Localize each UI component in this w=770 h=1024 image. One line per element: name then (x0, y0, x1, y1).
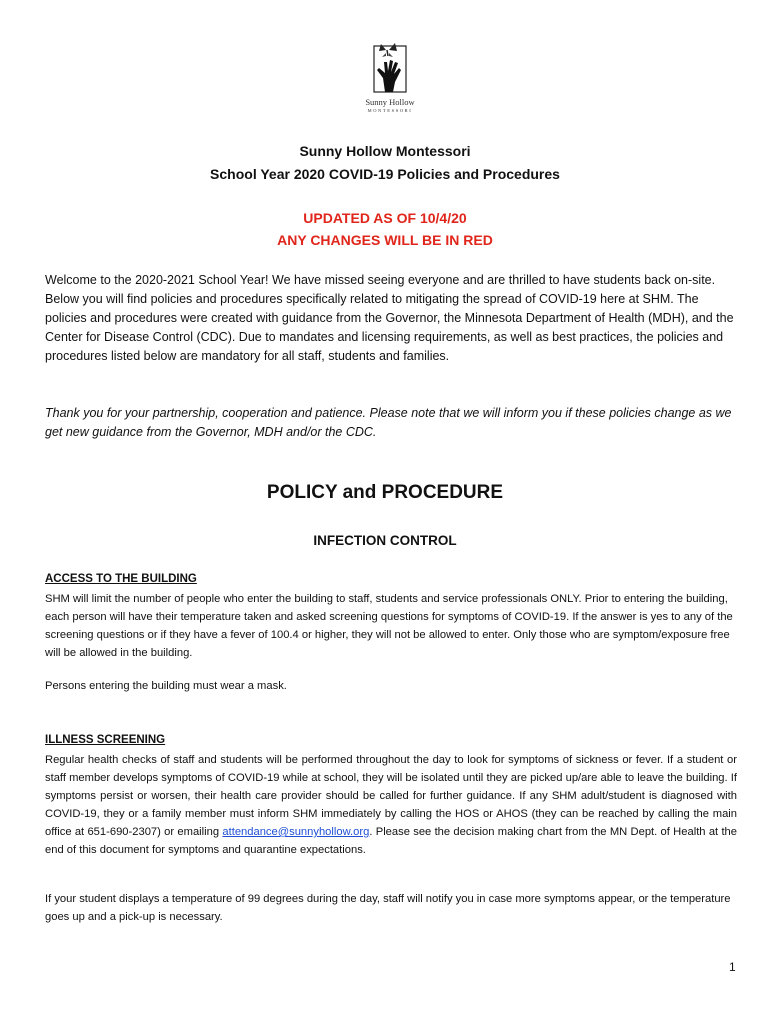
document-subtitle: School Year 2020 COVID-19 Policies and Procedures (210, 166, 560, 182)
changes-notice: ANY CHANGES WILL BE IN RED (277, 232, 493, 248)
access-paragraph: SHM will limit the number of people who enter the building to staff, students and service professionals ONLY. Prior to entering the building, each person will have their temperature taken and asked screening questions for symptoms of COVID-19. If the answer is yes to any of the screening questions or if they have a fever of 100.4 or higher, they will not be allowed to enter. Only those who are symptom/exposure free will be allowed in the building. (45, 593, 733, 659)
illness-heading: ILLNESS SCREENING (45, 734, 166, 746)
section-heading: INFECTION CONTROL (313, 533, 457, 548)
illness-paragraph (45, 751, 737, 859)
temperature-paragraph: If your student displays a temperature of 99 degrees during the day, staff will notify you in case more symptoms appear, or the temperature goes up and a pick-up is necessary. (45, 893, 731, 923)
welcome-paragraph: Welcome to the 2020-2021 School Year! We have missed seeing everyone and are thrilled to have students back on-site. Below you will find policies and procedures specifically related to mitigating the spread of COVID-19 here at SHM. The policies and procedures were created with guidance from the Governor, the Minnesota Department of Health (MDH), and the Center for Disease Control (CDC). Due to mandates and licensing requirements, as well as best practices, the policies and procedures listed below are mandatory for all staff, students and families. (45, 273, 734, 363)
hand-butterfly-icon (355, 40, 425, 100)
policy-heading: POLICY and PROCEDURE (266, 482, 504, 503)
illness-text-start: Regular health checks of staff and students will be performed throughout the day to look for symptoms of sickness or fever. If a student or staff member develops symptoms of COVID-19 while at school, they will be isolated until they are picked up/are able to leave the building. If symptoms persist or worsen, their health care provider should be called for further guidance. If any SHM adult/student is diagnosed with COVID-19, they or a family member must inform SHM immediately by calling the HOS or AHOS (they can be reached by calling the main office at 651-690-2307) or emailing (45, 754, 737, 838)
attendance-email-link[interactable]: attendance@sunnyhollow.org (222, 826, 370, 838)
mask-paragraph: Persons entering the building must wear a mask. (45, 680, 287, 692)
thanks-paragraph: Thank you for your partnership, cooperation and patience. Please note that we will inform you if these policies change as we get new guidance from the Governor, MDH and/or the CDC. (45, 406, 732, 439)
page-number: 1 (729, 960, 736, 974)
illness-text-end: . Please see the decision making chart from the MN Dept. of Health at the end of this document for symptoms and quarantine expectations. (45, 826, 737, 856)
document-title: Sunny Hollow Montessori (299, 143, 471, 159)
access-heading: ACCESS TO THE BUILDING (45, 573, 197, 585)
updated-notice: UPDATED AS OF 10/4/20 (303, 210, 467, 226)
logo-subtitle: MONTESSORI (367, 108, 413, 113)
logo-name: Sunny Hollow (365, 97, 415, 107)
